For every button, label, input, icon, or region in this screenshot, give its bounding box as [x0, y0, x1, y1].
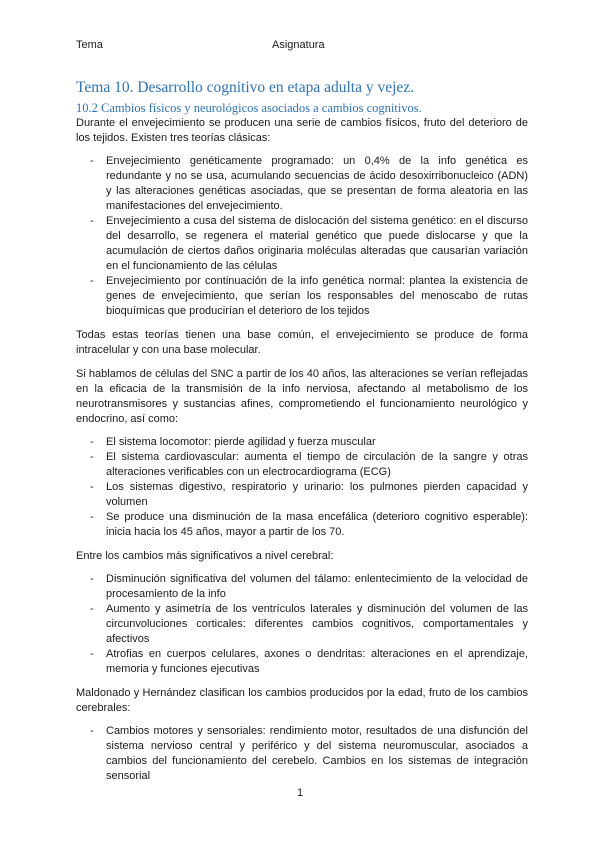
header-tema: Tema	[76, 39, 103, 51]
list-item-text: Atrofias en cuerpos celulares, axones o dendritas: alteraciones en el aprendizaje, memoria y funciones ejecutivas	[106, 648, 528, 675]
common-base-paragraph: Todas estas teorías tienen una base común, el envejecimiento se produce de forma intracelular y con una base molecular.	[76, 329, 528, 356]
list-item	[76, 647, 528, 677]
page-header	[76, 38, 524, 52]
bullet-dash: -	[90, 451, 94, 463]
list-item-text: Envejecimiento a cusa del sistema de dislocación del sistema genético: en el discurso del desarrollo, se regenera el material genético que puede dislocarse y que la acumulación de ciertos daños originaria moléculas alteradas que causarían variación en el funcionamiento de las células	[106, 215, 528, 272]
cerebral-list	[76, 572, 528, 677]
list-item	[76, 154, 528, 214]
bullet-dash: -	[90, 155, 94, 167]
bullet-dash: -	[90, 275, 94, 287]
bullet-dash: -	[90, 603, 94, 615]
page-content	[76, 78, 528, 784]
list-item-text: Aumento y asimetría de los ventrículos laterales y disminución del volumen de las circunvoluciones corticales: diferentes cambios cognitivos, comportamentales y afectivos	[106, 603, 528, 645]
list-item	[76, 450, 528, 480]
maldonado-paragraph: Maldonado y Hernández clasifican los cambios producidos por la edad, fruto de los cambios cerebrales:	[76, 687, 528, 714]
list-item-text: Envejecimiento genéticamente programado: un 0,4% de la info genética es redundante y no se usa, acumulando secuencias de ácido desoxirribonucleico (ADN) y las alteraciones genéticas asociadas, que se presentan de forma aleatoria en las manifestaciones del envejecimiento.	[106, 155, 528, 212]
list-item	[76, 510, 528, 540]
list-item	[76, 480, 528, 510]
bullet-dash: -	[90, 215, 94, 227]
list-item	[76, 214, 528, 274]
cerebral-paragraph: Entre los cambios más significativos a nivel cerebral:	[76, 550, 334, 562]
bullet-dash: -	[90, 481, 94, 493]
bullet-dash: -	[90, 725, 94, 737]
header-asignatura: Asignatura	[272, 39, 325, 51]
list-item-text: Cambios motores y sensoriales: rendimiento motor, resultados de una disfunción del sistema nervioso central y periférico y del sistema neuromuscular, asociados a cambios del funcionamiento del cerebelo. Cambios en los sistemas de integración sensorial	[106, 725, 528, 782]
list-item-text: Disminución significativa del volumen del tálamo: enlentecimiento de la velocidad de procesamiento de la info	[106, 573, 528, 600]
intro-paragraph: Durante el envejecimiento se producen una serie de cambios físicos, fruto del deterioro de los tejidos. Existen tres teorías clásicas:	[76, 117, 528, 144]
list-item-text: Envejecimiento por continuación de la info genética normal: plantea la existencia de genes de envejecimiento, que serían los responsables del menoscabo de rutas bioquímicas que producirían el deterioro de los tejidos	[106, 275, 528, 317]
list-item	[76, 724, 528, 784]
bullet-dash: -	[90, 648, 94, 660]
systems-list	[76, 435, 528, 540]
bullet-dash: -	[90, 573, 94, 585]
list-item-text: El sistema cardiovascular: aumenta el tiempo de circulación de la sangre y otras alteraciones verificables con un electrocardiograma (ECG)	[106, 451, 528, 478]
list-item-text: Los sistemas digestivo, respiratorio y urinario: los pulmones pierden capacidad y volumen	[106, 481, 528, 508]
list-item	[76, 274, 528, 319]
bullet-dash: -	[90, 511, 94, 523]
list-item	[76, 572, 528, 602]
page-number: 1	[296, 787, 304, 799]
list-item-text: El sistema locomotor: pierde agilidad y fuerza muscular	[106, 436, 376, 448]
list-item	[76, 435, 528, 450]
section-title: 10.2 Cambios físicos y neurológicos asociados a cambios cognitivos.	[76, 101, 422, 115]
maldonado-list	[76, 724, 528, 784]
list-item	[76, 602, 528, 647]
chapter-title: Tema 10. Desarrollo cognitivo en etapa adulta y vejez.	[76, 79, 415, 96]
theories-list	[76, 154, 528, 319]
snc-paragraph: Si hablamos de células del SNC a partir de los 40 años, las alteraciones se verían reflejadas en la eficacia de la transmisión de la info nerviosa, afectando al metabolismo de los neurotransmisores y sustancias afines, comprometiendo el funcionamiento neurológico y endocrino, así como:	[76, 368, 528, 425]
list-item-text: Se produce una disminución de la masa encefálica (deterioro cognitivo esperable): inicia hacia los 45 años, mayor a partir de los 70.	[106, 511, 528, 538]
bullet-dash: -	[90, 436, 94, 448]
